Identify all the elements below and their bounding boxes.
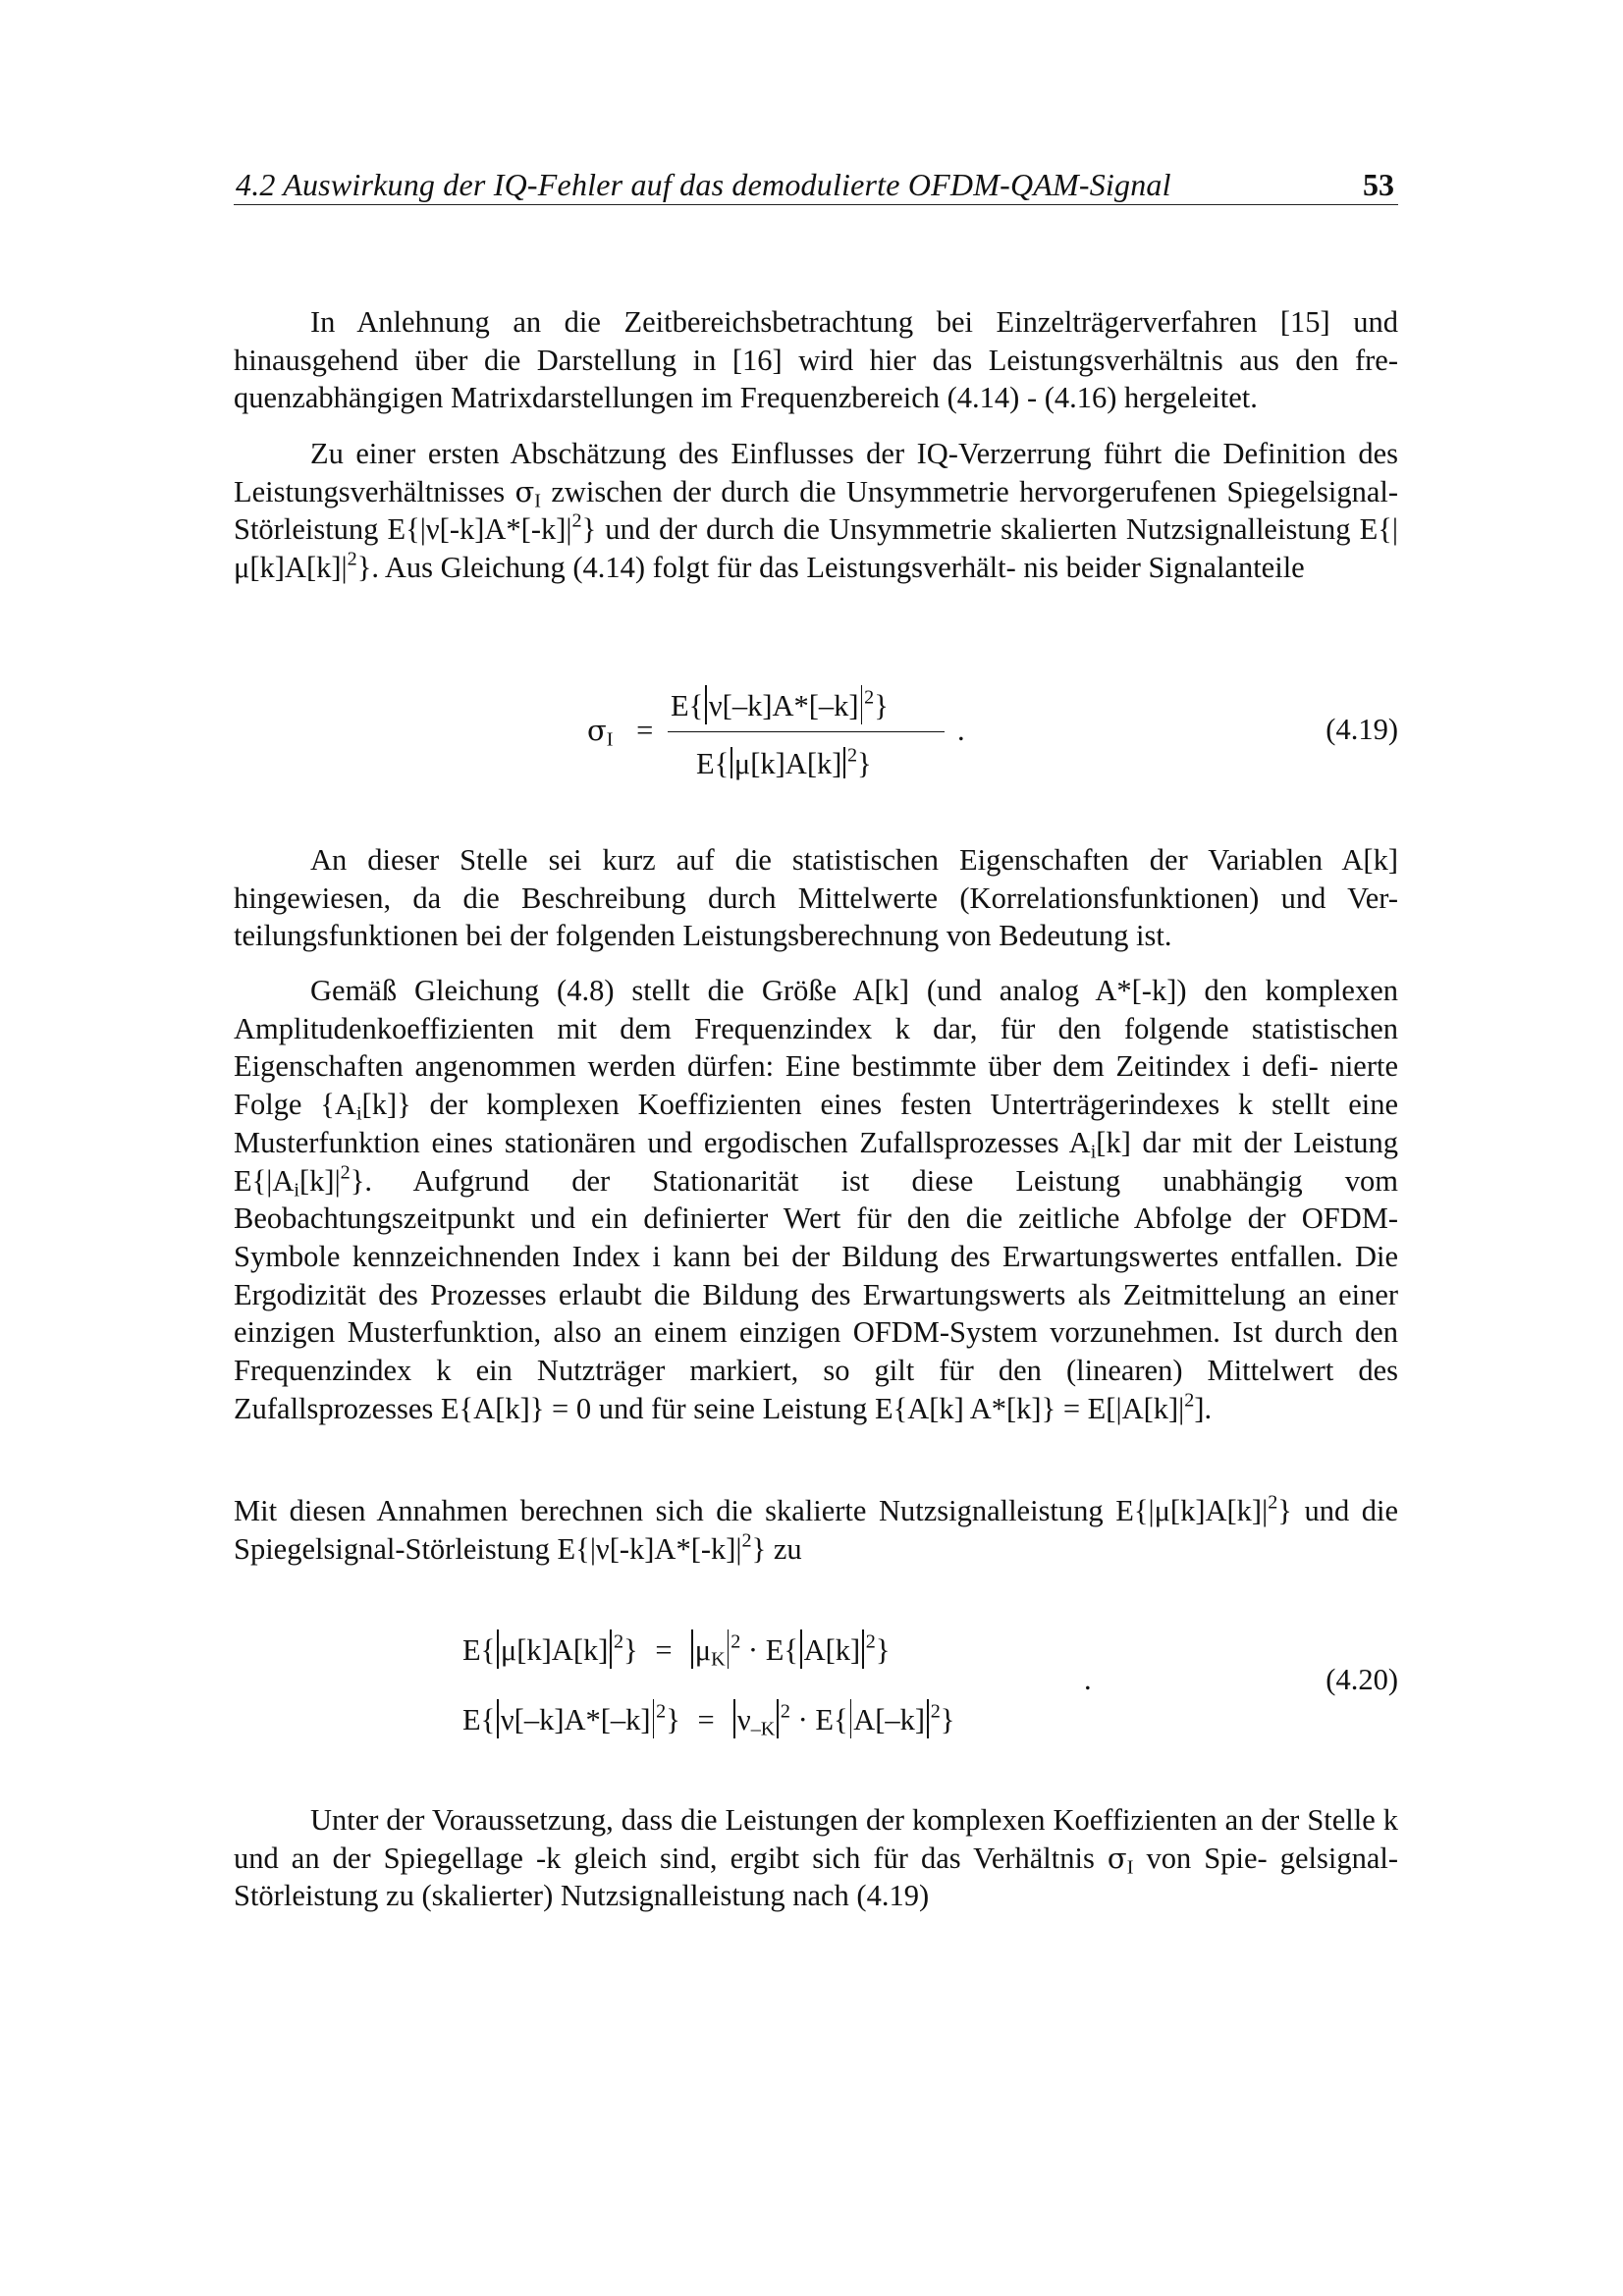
section-title: 4.2 Auswirkung der IQ-Fehler auf das demodulierte OFDM-QAM-Signal (236, 167, 1171, 202)
paragraph-5: Mit diesen Annahmen berechnen sich die skalierte Nutzsignalleistung $E\{|\mu[k]A[k]|^2\}$ und die Spiegelsignal-Störleistung $E\{|\nu[-k]A*[-k]|^2\}$ zu (234, 1491, 1399, 1566)
equation-number-4-19: (4.19) (1325, 713, 1398, 746)
paragraph-3: An dieser Stelle sei kurz auf die statistischen Eigenschaften der Variablen A[k] hingewiesen, da die Beschreibung durch Mittelwerte (Korrelationsfunktionen) und Ver- teilungsfunktionen bei der folgenden Leistungsberechnung von Bedeutung ist. (234, 843, 1398, 953)
paragraph-4: Gemäß Gleichung (4.8) stellt die Größe A[k] (und analog A*[-k]) den komplexen Amplitudenkoeffizienten mit dem Frequenzindex k dar, für den folgende statistischen Eigenschaften angenommen werden dürfen: Eine bestimmte über dem Zeitindex i defi- nierte Folge $\{A_i[k]\}$ der komplexen Koeffizienten eines festen Unterträgerindexes k stellt eine Musterfunktion eines stationären und ergodischen Zufallsprozesses $A_i[k]$ dar mit der Leistung $E\{|A_i[k]|^2\}$. Aufgrund der Stationarität ist diese Leistung unabhängig vom Beobachtungszeitpunkt und ein definierter Wert für den die zeitliche Abfolge der OFDM-Symbole kennzeichnenden Index i kann bei der Bildung des Erwartungswertes entfallen. Die Ergodizität des Prozesses erlaubt die Bildung des Erwartungswerts als Zeitmittelung an einer einzigen Musterfunktion, also an einem einzigen OFDM-System vorzunehmen. Ist durch den Frequenzindex k ein Nutzträger markiert, so gilt für den (linearen) Mittelwert des Zufallsprozesses E{A[k]} = 0 und für seine Leistung E{A[k] $A*[k]\} = E[|A[k]|^2]$. (234, 974, 1399, 1425)
eq419-denominator: E{ μ[k]A[k] $^2$} (696, 744, 872, 780)
eq420-row-1: E{ μ[k]A[k] $^2\} = \mu_K^2 \cdot E${ A[k] $^2$} (462, 1630, 891, 1671)
eq419-lhs: $\sigma_I$ = (587, 714, 654, 751)
eq419-period: . (957, 714, 965, 747)
eq420-period: . (1084, 1663, 1092, 1696)
page-number: 53 (1363, 167, 1394, 202)
running-header (234, 165, 1398, 205)
equation-number-4-20: (4.20) (1325, 1663, 1398, 1696)
paragraph-2: Zu einer ersten Abschätzung des Einflusses der IQ-Verzerrung führt die Definition des Leistungsverhältnisses $\sigma_I$ zwischen der durch die Unsymmetrie hervorgerufenen Spiegelsignal-Störleistung $E\{|\nu[-k]A*[-k]|^2\}$ und der durch die Unsymmetrie skalierten Nutzsignalleistung $E\{|\mu[k]A[k]|^2\}$. Aus Gleichung (4.14) folgt für das Leistungsverhält- nis beider Signalanteile (234, 437, 1398, 585)
eq420-row-2: E{ ν[–k]A*[–k] $^2\} = \nu_{-K}^2 \cdot E${ A[–k] $^2$} (462, 1700, 955, 1740)
fraction-bar (668, 731, 945, 732)
paragraph-1: In Anlehnung an die Zeitbereichsbetrachtung bei Einzelträgerverfahren [15] und hinausgehend über die Darstellung in [16] wird hier das Leistungsverhältnis aus den fre- quenzabhängigen Matrixdarstellungen im Frequenzbereich (4.14) - (4.16) hergeleitet. (234, 305, 1398, 415)
paragraph-6: Unter der Voraussetzung, dass die Leistungen der komplexen Koeffizienten an der Stelle k und an der Spiegellage -k gleich sind, ergibt sich für das Verhältnis $\sigma_I$ von Spie- gelsignal-Störleistung zu (skalierter) Nutzsignalleistung nach (4.19) (234, 1803, 1399, 1913)
eq419-numerator: E{ ν[–k]A*[–k] $^2$} (671, 686, 889, 723)
